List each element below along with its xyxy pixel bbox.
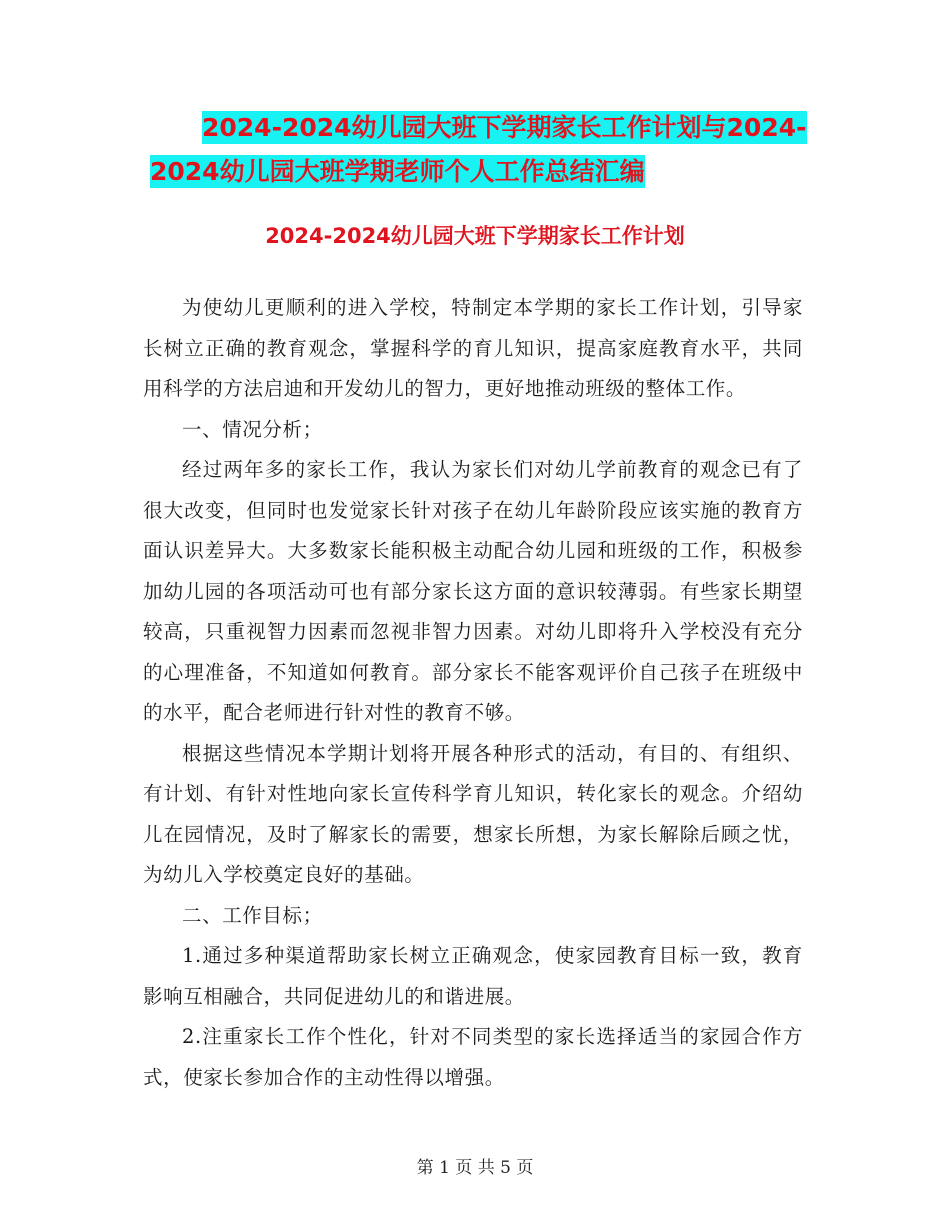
title-line-1: 2024-2024幼儿园大班下学期家长工作计划与2024-: [202, 113, 807, 142]
paragraph-intro: 为使幼儿更顺利的进入学校，特制定本学期的家长工作计划，引导家长树立正确的教育观念，掌握科学的育儿知识，提高家庭教育水平，共同用科学的方法启迪和开发幼儿的智力，更好地推动班级的整体工作。: [143, 296, 803, 400]
paragraph-situation: 经过两年多的家长工作，我认为家长们对幼儿学前教育的观念已有了很大改变，但同时也发觉家长针对孩子在幼儿年龄阶段应该实施的教育方面认识差异大。大多数家长能积极主动配合幼儿园和班级的工作，积极参加幼儿园的各项活动可也有部分家长这方面的意识较薄弱。有些家长期望较高，只重视智力因素而忽视非智力因素。对幼儿即将升入学校没有充分的心理准备，不知道如何教育。部分家长不能客观评价自己孩子在班级中的水平，配合老师进行针对性的教育不够。: [143, 458, 803, 724]
paragraph-goal-2: 2.注重家长工作个性化，针对不同类型的家长选择适当的家园合作方式，使家长参加合作的主动性得以增强。: [143, 1025, 803, 1089]
document-body: [143, 288, 803, 1098]
page-footer: 第 1 页 共 5 页: [416, 1158, 534, 1178]
paragraph-plan: 根据这些情况本学期计划将开展各种形式的活动，有目的、有组织、有计划、有针对性地向家长宣传科学育儿知识，转化家长的观念。介绍幼儿在园情况，及时了解家长的需要，想家长所想，为家长解除后顾之忧，为幼儿入学校奠定良好的基础。: [143, 741, 803, 886]
title-line-2: 2024幼儿园大班学期老师个人工作总结汇编: [150, 157, 645, 186]
paragraph-goal-1: 1.通过多种渠道帮助家长树立正确观念，使家园教育目标一致，教育影响互相融合，共同促进幼儿的和谐进展。: [143, 944, 803, 1008]
heading-work-goals: 二、工作目标；: [182, 903, 323, 927]
heading-situation-analysis: 一、情况分析；: [182, 417, 323, 441]
document-title: [150, 106, 810, 194]
section-title: 2024-2024幼儿园大班下学期家长工作计划: [265, 224, 685, 248]
